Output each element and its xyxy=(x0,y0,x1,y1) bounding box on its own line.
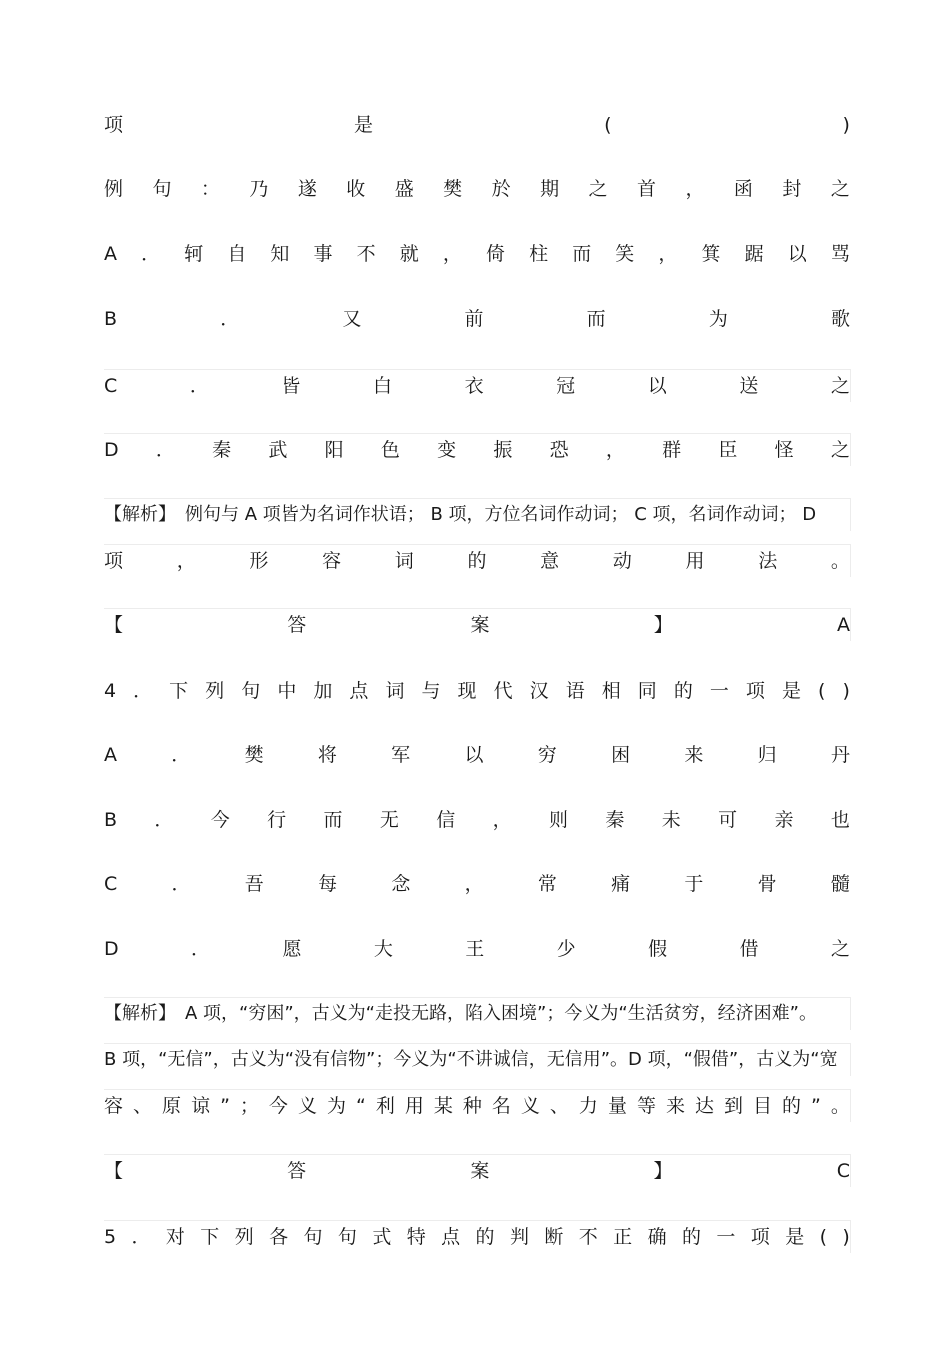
char-token: 是 xyxy=(354,114,374,136)
char-token: 案 xyxy=(470,1160,490,1182)
q4-analysis-line-3 xyxy=(104,1089,851,1122)
char-token: 穷 xyxy=(537,744,557,766)
char-token: 函 xyxy=(733,178,753,200)
char-token: 下 xyxy=(200,1226,220,1248)
char-token: 不 xyxy=(578,1226,598,1248)
char-token: C xyxy=(104,375,118,397)
char-token: 吾 xyxy=(244,873,264,895)
char-token: ， xyxy=(442,243,462,265)
char-token: C xyxy=(104,873,118,895)
char-token: 恐 xyxy=(549,439,569,461)
char-token: 笑 xyxy=(615,243,635,265)
char-token: 判 xyxy=(509,1226,529,1248)
char-token: 目 xyxy=(753,1095,773,1117)
q3-option-a xyxy=(104,238,850,270)
char-token: ． xyxy=(220,308,240,330)
char-token: 可 xyxy=(718,809,738,831)
char-token: 柱 xyxy=(529,243,549,265)
char-token: 骂 xyxy=(830,243,850,265)
char-token: 念 xyxy=(391,873,411,895)
char-token: 而 xyxy=(586,308,606,330)
char-token: 未 xyxy=(661,809,681,831)
char-token: 盛 xyxy=(394,178,414,200)
char-token: 行 xyxy=(267,809,287,831)
char-token: 借 xyxy=(739,938,759,960)
char-token: 来 xyxy=(665,1095,685,1117)
char-token: 送 xyxy=(739,375,759,397)
char-token: “ xyxy=(355,1095,366,1117)
q4-option-c xyxy=(104,868,850,900)
char-token: 义 xyxy=(297,1095,317,1117)
char-token: 点 xyxy=(349,680,369,702)
char-token: 樊 xyxy=(244,744,264,766)
char-token: 形 xyxy=(249,550,269,572)
char-token: ． xyxy=(141,243,161,265)
char-token: ． xyxy=(191,938,211,960)
char-token: ： xyxy=(200,178,220,200)
char-token: 愿 xyxy=(282,938,302,960)
char-token: 假 xyxy=(648,938,668,960)
char-token: 法 xyxy=(758,550,778,572)
char-token: 句 xyxy=(241,680,261,702)
char-token: ( xyxy=(604,114,612,136)
char-token: 之 xyxy=(830,938,850,960)
char-token: 变 xyxy=(437,439,457,461)
char-token: D xyxy=(104,938,119,960)
char-token: 等 xyxy=(636,1095,656,1117)
char-token: 】 xyxy=(653,1160,673,1182)
q4-option-d xyxy=(104,933,850,965)
char-token: 之 xyxy=(830,178,850,200)
char-token: 而 xyxy=(572,243,592,265)
char-token: 不 xyxy=(356,243,376,265)
char-token: 踞 xyxy=(744,243,764,265)
char-token: 来 xyxy=(684,744,704,766)
char-token: 倚 xyxy=(485,243,505,265)
char-token: 名 xyxy=(491,1095,511,1117)
char-token: 汉 xyxy=(529,680,549,702)
char-token: 加 xyxy=(313,680,333,702)
char-token: 遂 xyxy=(297,178,317,200)
char-token: 词 xyxy=(385,680,405,702)
char-token: 怪 xyxy=(774,439,794,461)
char-token: 将 xyxy=(317,744,337,766)
char-token: 臣 xyxy=(718,439,738,461)
char-token: 种 xyxy=(462,1095,482,1117)
char-token: B xyxy=(104,809,118,831)
char-token: 断 xyxy=(544,1226,564,1248)
char-token: 的 xyxy=(673,680,693,702)
char-token: ) xyxy=(842,1226,850,1248)
char-token: 用 xyxy=(404,1095,424,1117)
char-token: 【 xyxy=(104,614,124,636)
char-token: 中 xyxy=(277,680,297,702)
char-token: A xyxy=(104,744,117,766)
char-token: 力 xyxy=(578,1095,598,1117)
q3-option-b xyxy=(104,303,850,335)
char-token: 就 xyxy=(399,243,419,265)
char-token: 今 xyxy=(210,809,230,831)
char-token: 知 xyxy=(270,243,290,265)
char-token: 皆 xyxy=(281,375,301,397)
char-token: 以 xyxy=(787,243,807,265)
char-token: 】 xyxy=(653,614,673,636)
char-token: 的 xyxy=(467,550,487,572)
char-token: ． xyxy=(133,680,153,702)
char-token: 、 xyxy=(549,1095,569,1117)
char-token: 之 xyxy=(830,439,850,461)
char-token: ． xyxy=(155,439,175,461)
q3-analysis-line-2 xyxy=(104,544,851,577)
char-token: D xyxy=(104,439,119,461)
char-token: ， xyxy=(605,439,625,461)
char-token: 式 xyxy=(372,1226,392,1248)
char-token: 答 xyxy=(287,614,307,636)
q3-answer xyxy=(104,608,851,641)
char-token: ． xyxy=(171,744,191,766)
char-token: 用 xyxy=(685,550,705,572)
char-token: A xyxy=(837,614,850,636)
char-token: 又 xyxy=(342,308,362,330)
char-token: 点 xyxy=(441,1226,461,1248)
char-token: 动 xyxy=(612,550,632,572)
q4-stem xyxy=(104,675,850,707)
char-token: ( xyxy=(818,680,826,702)
char-token: 乃 xyxy=(249,178,269,200)
char-token: 是 xyxy=(781,680,801,702)
char-token: 亲 xyxy=(774,809,794,831)
char-token: 箕 xyxy=(701,243,721,265)
q4-option-a xyxy=(104,739,850,771)
char-token: 归 xyxy=(757,744,777,766)
char-token: 骨 xyxy=(757,873,777,895)
char-token: ( xyxy=(819,1226,828,1248)
char-token: 痛 xyxy=(611,873,631,895)
char-token: C xyxy=(836,1160,850,1182)
char-token: ) xyxy=(842,114,850,136)
char-token: 自 xyxy=(227,243,247,265)
char-token: 的 xyxy=(681,1226,701,1248)
char-token: A xyxy=(104,243,117,265)
char-token: ． xyxy=(154,809,174,831)
char-token: 、 xyxy=(133,1095,153,1117)
char-token: 的 xyxy=(475,1226,495,1248)
char-token: 秦 xyxy=(605,809,625,831)
char-token: 句 xyxy=(152,178,172,200)
char-token: ． xyxy=(189,375,209,397)
char-token: 丹 xyxy=(830,744,850,766)
char-token: 正 xyxy=(613,1226,633,1248)
q4-option-b xyxy=(104,804,850,836)
char-token: ， xyxy=(464,873,484,895)
char-token: 达 xyxy=(694,1095,714,1117)
char-token: 代 xyxy=(493,680,513,702)
char-token: 武 xyxy=(268,439,288,461)
char-token: 某 xyxy=(433,1095,453,1117)
char-token: 原 xyxy=(162,1095,182,1117)
char-token: 案 xyxy=(470,614,490,636)
char-token: 之 xyxy=(830,375,850,397)
char-token: 句 xyxy=(303,1226,323,1248)
char-token: 量 xyxy=(607,1095,627,1117)
char-token: 王 xyxy=(465,938,485,960)
char-token: 於 xyxy=(491,178,511,200)
char-token: 髓 xyxy=(830,873,850,895)
char-token: ， xyxy=(658,243,678,265)
char-token: 与 xyxy=(421,680,441,702)
char-token: 相 xyxy=(601,680,621,702)
char-token: 期 xyxy=(540,178,560,200)
char-token: 于 xyxy=(684,873,704,895)
char-token: ， xyxy=(685,178,705,200)
char-token: 。 xyxy=(830,1095,850,1117)
char-token: 的 xyxy=(782,1095,802,1117)
char-token: 阳 xyxy=(324,439,344,461)
char-token: 项 xyxy=(104,550,124,572)
char-token: 之 xyxy=(588,178,608,200)
char-token: 一 xyxy=(709,680,729,702)
char-token: 到 xyxy=(724,1095,744,1117)
char-token: ， xyxy=(492,809,512,831)
char-token: 每 xyxy=(318,873,338,895)
q3-example-sentence xyxy=(104,173,850,205)
char-token: 各 xyxy=(269,1226,289,1248)
char-token: 大 xyxy=(373,938,393,960)
char-token: 下 xyxy=(169,680,189,702)
q3-option-d xyxy=(104,433,851,466)
char-token: 以 xyxy=(464,744,484,766)
char-token: 轲 xyxy=(184,243,204,265)
char-token: 为 xyxy=(708,308,728,330)
char-token: ； xyxy=(239,1095,259,1117)
char-token: 答 xyxy=(287,1160,307,1182)
char-token: ” xyxy=(220,1095,230,1117)
char-token: 一 xyxy=(716,1226,736,1248)
char-token: 前 xyxy=(464,308,484,330)
char-token: 是 xyxy=(785,1226,805,1248)
char-token: ” xyxy=(811,1095,821,1117)
char-token: 同 xyxy=(637,680,657,702)
q3-analysis-line-1: 【解析】 例句与 A 项皆为名词作状语； B 项，方位名词作动词； C 项，名词作动词； D xyxy=(104,498,851,531)
char-token: 事 xyxy=(313,243,333,265)
char-token: 容 xyxy=(322,550,342,572)
char-token: 项 xyxy=(104,114,124,136)
char-token: 首 xyxy=(636,178,656,200)
char-token: ． xyxy=(171,873,191,895)
char-token: 冠 xyxy=(556,375,576,397)
char-token: ) xyxy=(842,680,850,702)
char-token: 5 xyxy=(104,1226,117,1248)
char-token: 列 xyxy=(234,1226,254,1248)
char-token: 为 xyxy=(326,1095,346,1117)
char-token: 词 xyxy=(394,550,414,572)
char-token: 信 xyxy=(436,809,456,831)
char-token: 歌 xyxy=(830,308,850,330)
char-token: 义 xyxy=(520,1095,540,1117)
char-token: 樊 xyxy=(443,178,463,200)
char-token: 现 xyxy=(457,680,477,702)
char-token: 封 xyxy=(782,178,802,200)
char-token: ． xyxy=(131,1226,151,1248)
char-token: 白 xyxy=(373,375,393,397)
char-token: 语 xyxy=(565,680,585,702)
char-token: 无 xyxy=(379,809,399,831)
q3-stem-end xyxy=(104,109,850,141)
char-token: 容 xyxy=(104,1095,124,1117)
char-token: 对 xyxy=(165,1226,185,1248)
char-token: 色 xyxy=(380,439,400,461)
char-token: 少 xyxy=(556,938,576,960)
char-token: 常 xyxy=(537,873,557,895)
char-token: 项 xyxy=(750,1226,770,1248)
char-token: 利 xyxy=(375,1095,395,1117)
char-token: 也 xyxy=(830,809,850,831)
q4-analysis-line-1: 【解析】 A 项，“穷困”，古义为“走投无路，陷入困境”；今义为“生活贫穷，经济困难”。 xyxy=(104,997,851,1030)
char-token: 振 xyxy=(493,439,513,461)
char-token: 例 xyxy=(104,178,124,200)
char-token: 衣 xyxy=(464,375,484,397)
char-token: ， xyxy=(176,550,196,572)
char-token: 意 xyxy=(540,550,560,572)
q4-answer xyxy=(104,1154,851,1187)
char-token: 特 xyxy=(406,1226,426,1248)
char-token: 【 xyxy=(104,1160,124,1182)
char-token: B xyxy=(104,308,118,330)
char-token: 确 xyxy=(647,1226,667,1248)
char-token: 。 xyxy=(830,550,850,572)
q5-stem xyxy=(104,1220,851,1253)
char-token: 以 xyxy=(647,375,667,397)
char-token: 而 xyxy=(323,809,343,831)
char-token: 群 xyxy=(662,439,682,461)
char-token: 句 xyxy=(337,1226,357,1248)
q3-option-c xyxy=(104,369,851,402)
char-token: 列 xyxy=(205,680,225,702)
char-token: 谅 xyxy=(191,1095,211,1117)
q4-analysis-line-2: B 项，“无信”，古义为“没有信物”；今义为“不讲诚信，无信用”。D 项，“假借”，古义为“宽 xyxy=(104,1043,851,1076)
char-token: 则 xyxy=(549,809,569,831)
char-token: 4 xyxy=(104,680,117,702)
char-token: 收 xyxy=(346,178,366,200)
char-token: 困 xyxy=(611,744,631,766)
char-token: 今 xyxy=(268,1095,288,1117)
char-token: 秦 xyxy=(212,439,232,461)
char-token: 军 xyxy=(391,744,411,766)
char-token: 项 xyxy=(745,680,765,702)
